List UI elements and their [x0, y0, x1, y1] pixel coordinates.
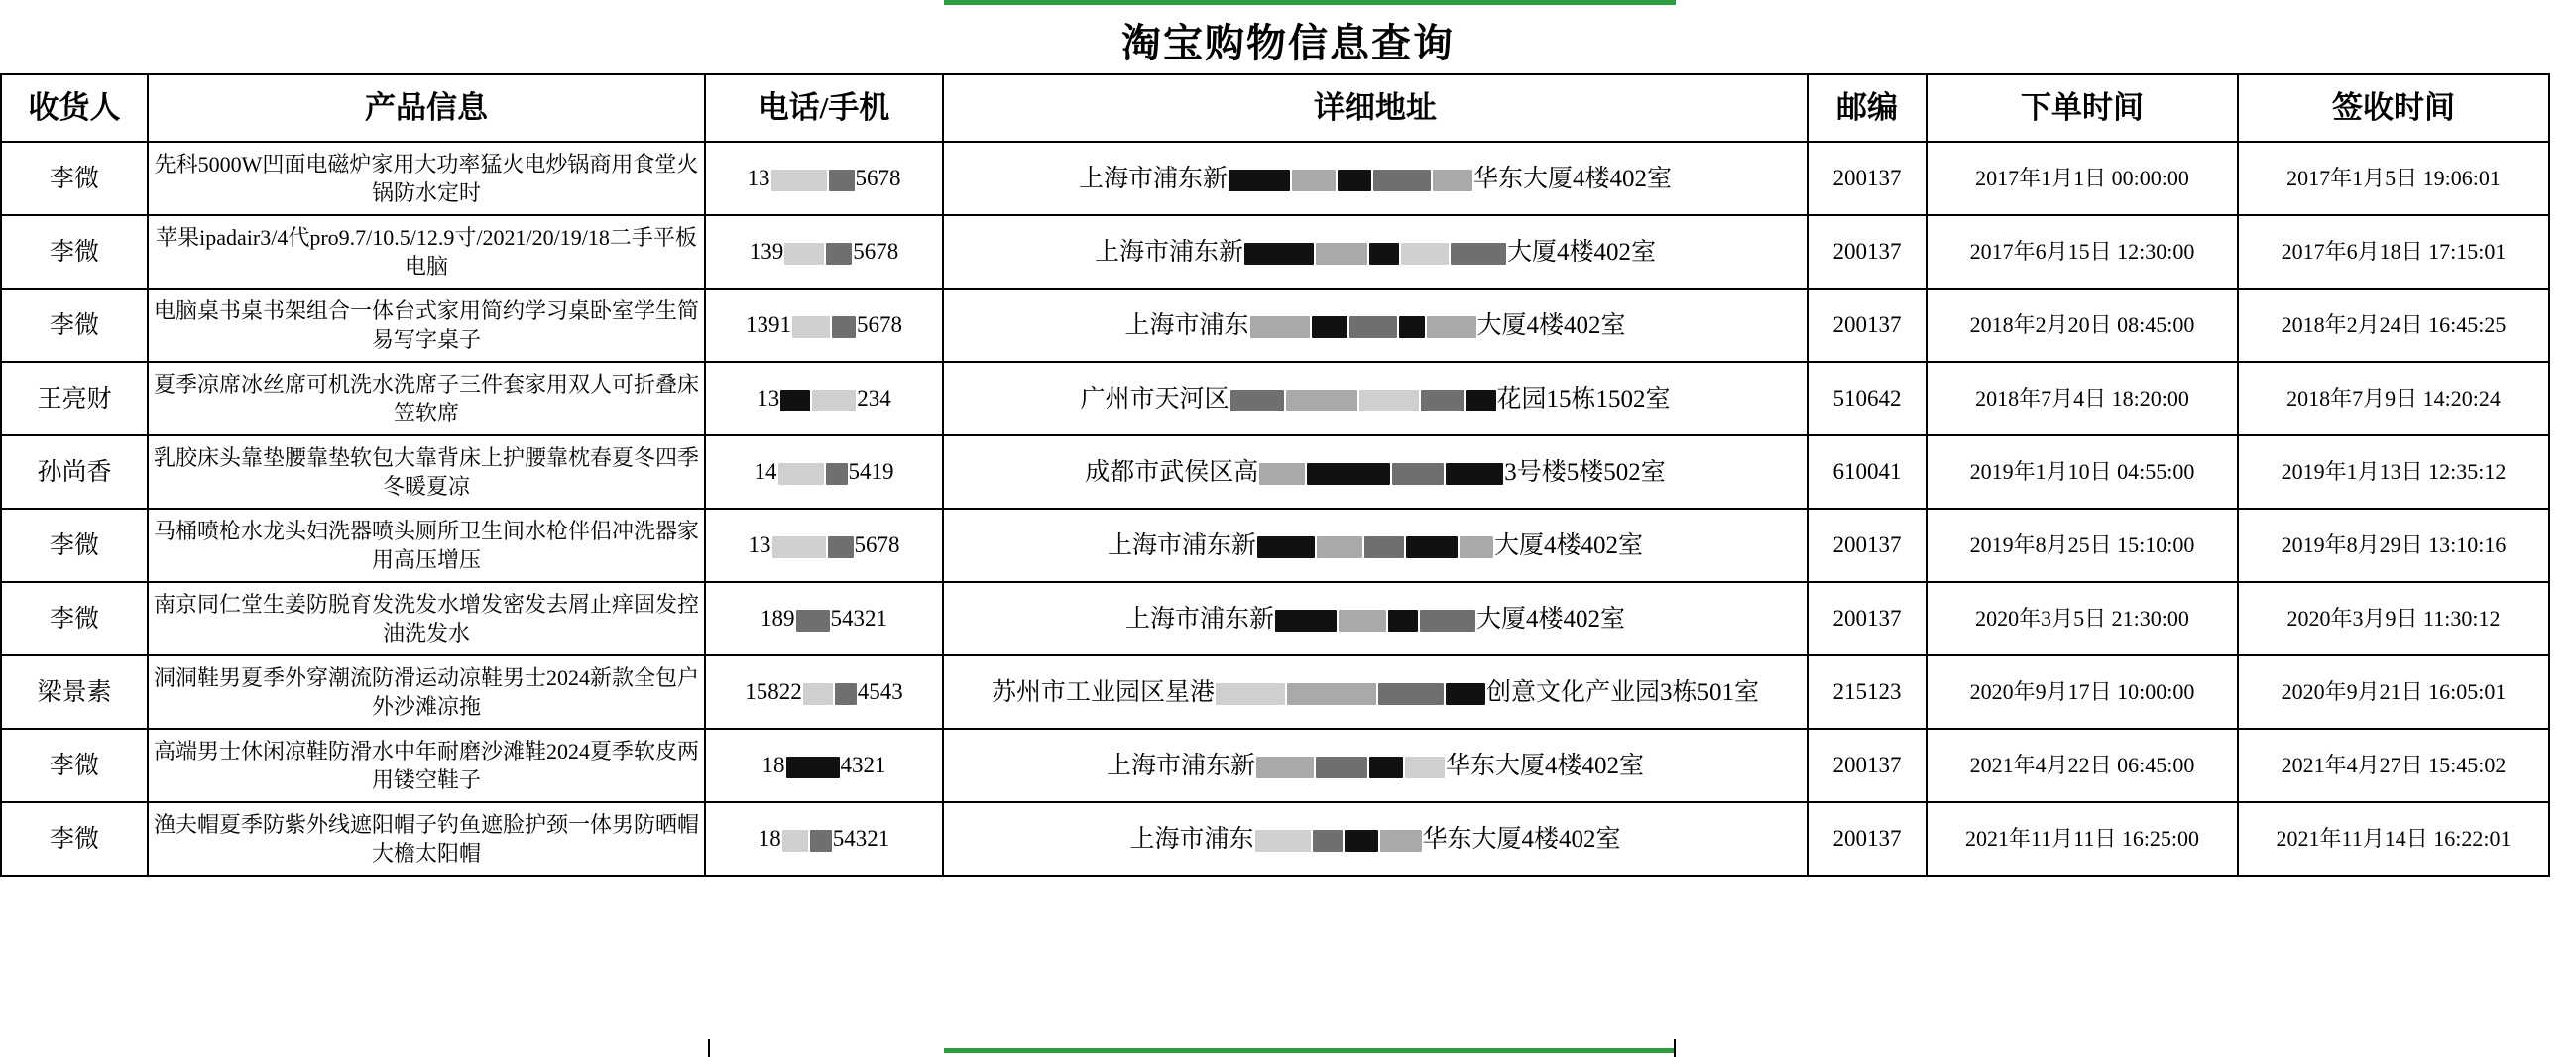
cell-address [943, 215, 1808, 289]
cell-order-time: 2018年7月4日 18:20:00 [1927, 362, 2238, 435]
cell-phone [705, 802, 943, 876]
redaction-block [784, 243, 824, 265]
cell-order-time: 2017年6月15日 12:30:00 [1927, 215, 2238, 289]
redaction-block [1399, 316, 1425, 338]
redaction-block [828, 536, 854, 558]
cell-phone [705, 509, 943, 582]
cell-sign-time: 2019年1月13日 12:35:12 [2238, 435, 2549, 509]
redaction-block [1345, 830, 1378, 852]
phone-prefix: 14 [754, 458, 777, 484]
cell-order-time: 2021年11月11日 16:25:00 [1927, 802, 2238, 876]
redaction-block [1256, 757, 1314, 778]
redaction-block [1312, 316, 1347, 338]
redaction-block [835, 683, 857, 705]
cell-zipcode: 200137 [1808, 582, 1927, 655]
phone-redacted [757, 384, 891, 413]
cell-phone [705, 729, 943, 802]
cell-address [943, 509, 1808, 582]
cell-sign-time: 2019年8月29日 13:10:16 [2238, 509, 2549, 582]
cell-product: 南京同仁堂生姜防脱育发洗发水增发密发去屑止痒固发控油洗发水 [148, 582, 705, 655]
phone-redacted [762, 751, 886, 780]
address-prefix: 上海市浦东新 [1124, 605, 1274, 633]
cell-product: 高端男士休闲凉鞋防滑水中年耐磨沙滩鞋2024夏季软皮两用镂空鞋子 [148, 729, 705, 802]
address-suffix: 华东大厦4楼402室 [1446, 752, 1645, 779]
redaction-block [1433, 170, 1472, 191]
bottom-accent-rule [944, 1048, 1676, 1053]
cell-recipient: 王亮财 [1, 362, 148, 435]
cell-address [943, 289, 1808, 362]
address-prefix: 上海市浦东 [1129, 825, 1254, 853]
cell-product: 苹果ipadair3/4代pro9.7/10.5/12.9寸/2021/20/19/18二手平板电脑 [148, 215, 705, 289]
address-redacted [1079, 163, 1672, 195]
phone-redacted [750, 237, 899, 267]
table-row [1, 215, 2549, 289]
cell-product: 先科5000W凹面电磁炉家用大功率猛火电炒锅商用食堂火锅防水定时 [148, 142, 705, 215]
phone-suffix: 5678 [853, 238, 899, 264]
cell-zipcode: 200137 [1808, 215, 1927, 289]
phone-prefix: 13 [757, 385, 780, 411]
cell-product: 马桶喷枪水龙头妇洗器喷头厕所卫生间水枪伴侣冲洗器家用高压增压 [148, 509, 705, 582]
cell-sign-time: 2018年7月9日 14:20:24 [2238, 362, 2549, 435]
cell-address [943, 582, 1808, 655]
redaction-block [812, 390, 856, 411]
cell-sign-time: 2020年9月21日 16:05:01 [2238, 655, 2549, 729]
cell-recipient: 李微 [1, 582, 148, 655]
redaction-block [1369, 243, 1399, 265]
table-header-row [1, 74, 2549, 142]
phone-prefix: 139 [749, 238, 784, 264]
cell-product: 乳胶床头靠垫腰靠垫软包大靠背床上护腰靠枕春夏冬四季冬暖夏凉 [148, 435, 705, 509]
cell-zipcode: 200137 [1808, 509, 1927, 582]
phone-redacted [749, 530, 900, 560]
column-header-sign-time: 签收时间 [2238, 74, 2549, 142]
address-redacted [1129, 823, 1620, 856]
address-redacted [1085, 456, 1666, 489]
redaction-block [1244, 243, 1314, 265]
column-header-phone: 电话/手机 [705, 74, 943, 142]
phone-prefix: 189 [761, 605, 795, 631]
cell-phone [705, 289, 943, 362]
cell-zipcode: 200137 [1808, 802, 1927, 876]
phone-prefix: 1391 [746, 311, 791, 337]
phone-prefix: 13 [747, 165, 770, 190]
redaction-block [826, 243, 852, 265]
cell-address [943, 802, 1808, 876]
table-row [1, 435, 2549, 509]
redaction-block [1359, 390, 1419, 411]
phone-prefix: 13 [748, 531, 771, 557]
cell-zipcode: 610041 [1808, 435, 1927, 509]
redaction-block [1392, 463, 1444, 485]
address-suffix: 华东大厦4楼402室 [1473, 165, 1673, 192]
title-bar [0, 0, 2576, 73]
cell-order-time: 2020年3月5日 21:30:00 [1927, 582, 2238, 655]
redaction-block [1216, 683, 1285, 705]
cell-order-time: 2020年9月17日 10:00:00 [1927, 655, 2238, 729]
table-continuation-mark-right [1674, 1039, 1676, 1057]
redaction-block [1421, 390, 1464, 411]
cell-address [943, 142, 1808, 215]
redaction-block [1317, 536, 1362, 558]
redaction-block [1446, 683, 1485, 705]
cell-recipient: 李微 [1, 802, 148, 876]
address-suffix: 创意文化产业园3栋501室 [1486, 678, 1760, 706]
cell-sign-time: 2021年11月14日 16:22:01 [2238, 802, 2549, 876]
phone-prefix: 15822 [745, 678, 802, 704]
redaction-block [1373, 170, 1431, 191]
address-redacted [1107, 750, 1644, 782]
address-prefix: 成都市武侯区高 [1085, 458, 1259, 486]
phone-redacted [748, 164, 901, 193]
address-suffix: 3号楼5楼502室 [1504, 458, 1666, 486]
redaction-block [1338, 170, 1371, 191]
address-redacted [1095, 236, 1656, 269]
redaction-block [782, 830, 808, 852]
cell-recipient: 李微 [1, 142, 148, 215]
table-row [1, 289, 2549, 362]
phone-suffix: 5419 [848, 458, 894, 484]
cell-zipcode: 215123 [1808, 655, 1927, 729]
redaction-block [1255, 830, 1311, 852]
redaction-block [1406, 536, 1458, 558]
table-row [1, 362, 2549, 435]
phone-suffix: 5678 [854, 531, 900, 557]
redaction-block [1388, 610, 1418, 632]
phone-redacted [761, 604, 887, 634]
cell-product: 洞洞鞋男夏季外穿潮流防滑运动凉鞋男士2024新款全包户外沙滩凉拖 [148, 655, 705, 729]
cell-phone [705, 142, 943, 215]
cell-recipient: 孙尚香 [1, 435, 148, 509]
cell-address [943, 362, 1808, 435]
redaction-block [1307, 463, 1390, 485]
redaction-block [796, 610, 830, 632]
redaction-block [1369, 757, 1403, 778]
cell-phone [705, 215, 943, 289]
phone-suffix: 4321 [840, 752, 886, 777]
page-title: 淘宝购物信息查询 [1121, 21, 1455, 65]
redaction-block [826, 463, 848, 485]
phone-prefix: 18 [758, 825, 781, 851]
cell-product: 渔夫帽夏季防紫外线遮阳帽子钓鱼遮脸护颈一体男防晒帽大檐太阳帽 [148, 802, 705, 876]
phone-redacted [746, 310, 902, 340]
redaction-block [786, 757, 840, 778]
redaction-block [1378, 683, 1444, 705]
phone-suffix: 4543 [857, 678, 903, 704]
table-header [1, 74, 2549, 142]
cell-address [943, 729, 1808, 802]
address-prefix: 上海市浦东新 [1107, 531, 1256, 559]
cell-zipcode: 200137 [1808, 729, 1927, 802]
redaction-block [1405, 757, 1445, 778]
cell-recipient: 李微 [1, 729, 148, 802]
redaction-block [772, 536, 826, 558]
address-redacted [1108, 529, 1643, 562]
address-prefix: 上海市浦东新 [1106, 752, 1255, 779]
redaction-block [1313, 830, 1343, 852]
address-prefix: 上海市浦东 [1124, 311, 1249, 339]
cell-recipient: 李微 [1, 289, 148, 362]
cell-order-time: 2018年2月20日 08:45:00 [1927, 289, 2238, 362]
redaction-block [1466, 390, 1496, 411]
phone-redacted [755, 457, 894, 487]
phone-prefix: 18 [761, 752, 785, 777]
redaction-block [1250, 316, 1310, 338]
redaction-block [1460, 536, 1493, 558]
address-suffix: 华东大厦4楼402室 [1422, 825, 1621, 853]
table-row [1, 729, 2549, 802]
table-row [1, 802, 2549, 876]
column-header-order-time: 下单时间 [1927, 74, 2238, 142]
redaction-block [792, 316, 830, 338]
phone-suffix: 234 [857, 385, 891, 411]
cell-sign-time: 2021年4月27日 15:45:02 [2238, 729, 2549, 802]
table-continuation-mark-left [708, 1039, 710, 1057]
address-prefix: 上海市浦东新 [1078, 165, 1228, 192]
redaction-block [1287, 683, 1376, 705]
cell-sign-time: 2020年3月9日 11:30:12 [2238, 582, 2549, 655]
redaction-block [1316, 243, 1367, 265]
cell-order-time: 2017年1月1日 00:00:00 [1927, 142, 2238, 215]
cell-zipcode: 200137 [1808, 289, 1927, 362]
redaction-block [1275, 610, 1337, 632]
redaction-block [1380, 830, 1422, 852]
address-suffix: 大厦4楼402室 [1507, 238, 1657, 266]
address-suffix: 花园15栋1502室 [1496, 385, 1671, 412]
redaction-block [1446, 463, 1503, 485]
address-suffix: 大厦4楼402室 [1476, 311, 1626, 339]
cell-phone [705, 582, 943, 655]
table-row [1, 509, 2549, 582]
table-row [1, 582, 2549, 655]
redaction-block [1349, 316, 1397, 338]
redaction-block [771, 170, 827, 191]
cell-zipcode: 510642 [1808, 362, 1927, 435]
redaction-block [1286, 390, 1357, 411]
redaction-block [1316, 757, 1367, 778]
redaction-block [1339, 610, 1386, 632]
redaction-block [1259, 463, 1305, 485]
cell-product: 电脑桌书桌书架组合一体台式家用简约学习桌卧室学生简易写字桌子 [148, 289, 705, 362]
cell-recipient: 李微 [1, 509, 148, 582]
redaction-block [829, 170, 855, 191]
phone-suffix: 54321 [832, 825, 890, 851]
redaction-block [1401, 243, 1449, 265]
redaction-block [1420, 610, 1475, 632]
redaction-block [780, 390, 810, 411]
column-header-product: 产品信息 [148, 74, 705, 142]
orders-table [0, 73, 2550, 877]
table-row [1, 142, 2549, 215]
address-suffix: 大厦4楼402室 [1476, 605, 1626, 633]
cell-address [943, 655, 1808, 729]
address-redacted [1125, 603, 1625, 636]
redaction-block [810, 830, 832, 852]
cell-phone [705, 362, 943, 435]
redaction-block [1364, 536, 1404, 558]
address-prefix: 苏州市工业园区星港 [991, 678, 1215, 706]
table-body [1, 142, 2549, 876]
redaction-block [803, 683, 833, 705]
cell-sign-time: 2017年6月18日 17:15:01 [2238, 215, 2549, 289]
phone-redacted [759, 824, 890, 854]
redaction-block [778, 463, 824, 485]
phone-redacted [745, 677, 903, 707]
address-prefix: 上海市浦东新 [1094, 238, 1243, 266]
cell-phone [705, 435, 943, 509]
redaction-block [1229, 170, 1290, 191]
column-header-recipient: 收货人 [1, 74, 148, 142]
redaction-block [1230, 390, 1284, 411]
cell-recipient: 梁景素 [1, 655, 148, 729]
cell-recipient: 李微 [1, 215, 148, 289]
table-row [1, 655, 2549, 729]
address-redacted [1080, 383, 1670, 415]
column-header-zipcode: 邮编 [1808, 74, 1927, 142]
cell-order-time: 2021年4月22日 06:45:00 [1927, 729, 2238, 802]
cell-order-time: 2019年1月10日 04:55:00 [1927, 435, 2238, 509]
redaction-block [1427, 316, 1476, 338]
phone-suffix: 54321 [830, 605, 887, 631]
cell-sign-time: 2017年1月5日 19:06:01 [2238, 142, 2549, 215]
cell-order-time: 2019年8月25日 15:10:00 [1927, 509, 2238, 582]
address-redacted [992, 676, 1759, 709]
cell-address [943, 435, 1808, 509]
redaction-block [832, 316, 856, 338]
cell-phone [705, 655, 943, 729]
address-suffix: 大厦4楼402室 [1494, 531, 1644, 559]
address-prefix: 广州市天河区 [1080, 385, 1229, 412]
phone-suffix: 5678 [855, 165, 901, 190]
redaction-block [1292, 170, 1336, 191]
phone-suffix: 5678 [857, 311, 902, 337]
column-header-address: 详细地址 [943, 74, 1808, 142]
cell-product: 夏季凉席冰丝席可机洗水洗席子三件套家用双人可折叠床笠软席 [148, 362, 705, 435]
redaction-block [1451, 243, 1506, 265]
cell-sign-time: 2018年2月24日 16:45:25 [2238, 289, 2549, 362]
cell-zipcode: 200137 [1808, 142, 1927, 215]
address-redacted [1124, 309, 1625, 342]
redaction-block [1257, 536, 1315, 558]
